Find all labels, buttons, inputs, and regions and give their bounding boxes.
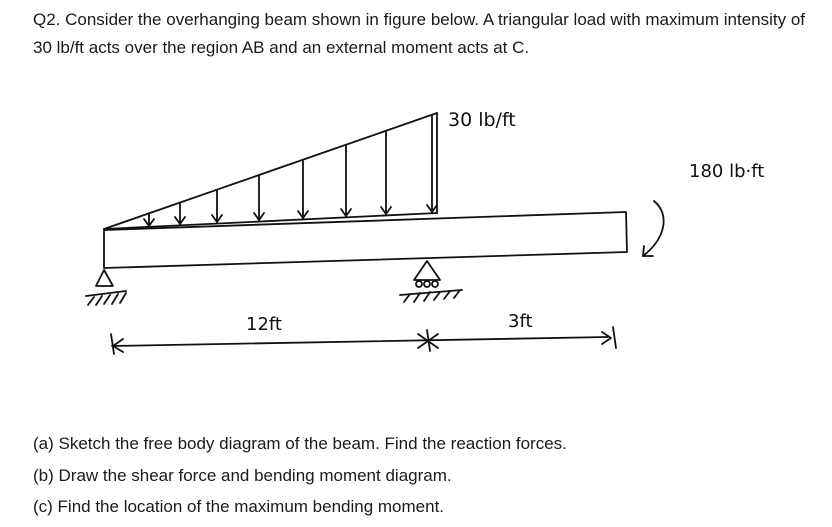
question-part-a: (a) Sketch the free body diagram of the beam. Find the reaction forces. bbox=[33, 434, 567, 453]
question-part-c: (c) Find the location of the maximum bending moment. bbox=[33, 497, 445, 516]
load-arrows bbox=[144, 116, 437, 226]
question-part-b: (b) Draw the shear force and bending moment diagram. bbox=[33, 466, 452, 485]
span-ab-label: 12ft bbox=[246, 314, 282, 335]
span-bc-label: 3ft bbox=[508, 311, 533, 332]
moment-arrow bbox=[643, 201, 664, 256]
dimension-line bbox=[111, 327, 616, 354]
pin-support-a bbox=[86, 270, 126, 305]
load-intensity-label: 30 lb/ft bbox=[448, 109, 516, 131]
roller-support-b bbox=[400, 261, 462, 302]
moment-label: 180 lb·ft bbox=[689, 161, 765, 182]
question-text: Q2. Consider the overhanging beam shown in figure below. A triangular load with maximum intensity of 30 lb/ft acts over the region AB and an external moment acts at C. bbox=[33, 10, 806, 57]
